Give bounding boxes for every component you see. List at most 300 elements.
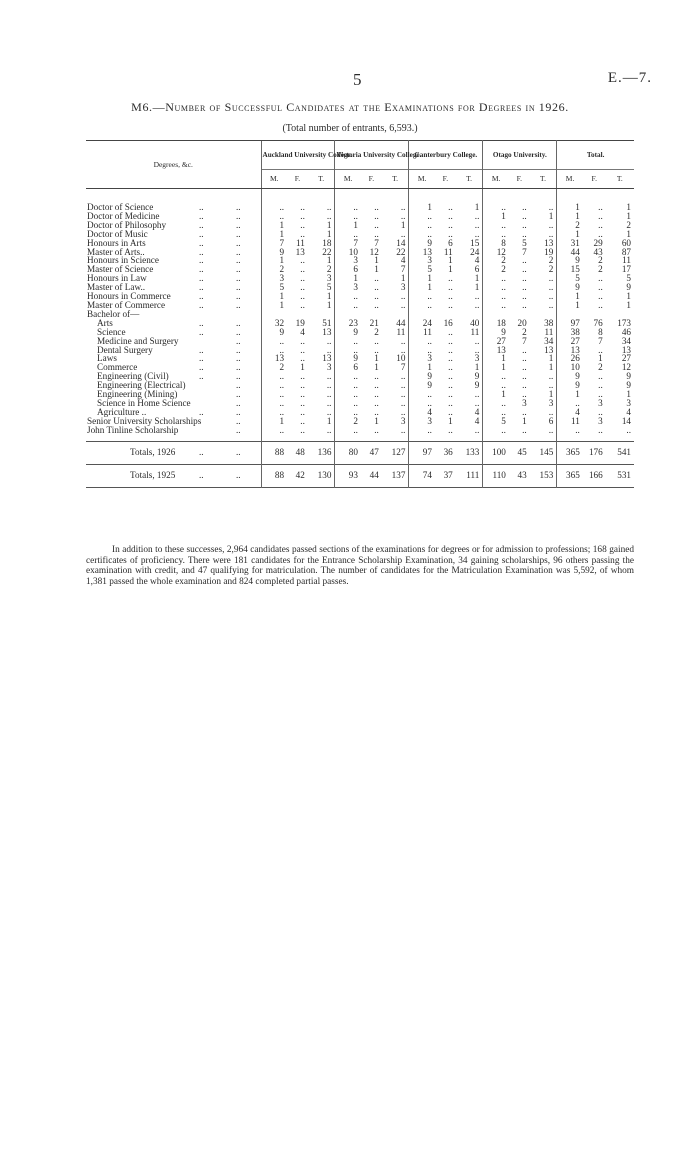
table-cell: .. xyxy=(448,371,453,382)
table-cell: 17 xyxy=(621,264,631,275)
table-cell: 27 xyxy=(557,337,583,346)
table-cell: .. xyxy=(548,380,554,391)
table-cell: .. xyxy=(261,372,287,381)
totals-row xyxy=(86,465,634,488)
leader-dots: .. xyxy=(199,237,204,248)
candidates-table xyxy=(86,140,634,488)
table-cell: 22 xyxy=(396,246,406,257)
leader-dots: .. xyxy=(199,264,204,275)
table-cell: .. xyxy=(409,230,435,239)
row-label-text: Honours in Law xyxy=(87,273,147,284)
table-cell: 44 xyxy=(557,248,583,257)
table-cell: .. xyxy=(448,397,453,408)
table-cell: .. xyxy=(598,291,603,302)
table-cell: .. xyxy=(548,424,554,435)
table-cell: .. xyxy=(448,380,453,391)
table-cell: .. xyxy=(474,389,480,400)
table-cell: .. xyxy=(261,203,287,212)
document-reference: E.—7. xyxy=(607,70,652,86)
leader-dots: .. xyxy=(236,210,241,221)
table-cell: .. xyxy=(326,424,332,435)
table-cell: 1 xyxy=(557,203,583,212)
table-cell: .. xyxy=(374,202,379,212)
table-cell: 11 xyxy=(544,326,554,337)
table-cell: .. xyxy=(483,221,509,230)
table-cell: 46 xyxy=(621,326,631,337)
table-cell: 145 xyxy=(539,447,554,458)
table-cell: .. xyxy=(448,424,453,435)
table-cell: 136 xyxy=(317,447,332,458)
table-cell: .. xyxy=(474,210,480,221)
table-cell: 24 xyxy=(409,319,435,328)
row-label-text: Engineering (Mining) xyxy=(97,389,178,400)
table-cell: .. xyxy=(261,337,287,346)
table-cell: 4 xyxy=(474,415,480,426)
table-cell: .. xyxy=(522,264,527,275)
table-cell: .. xyxy=(300,255,305,266)
table-cell: 9 xyxy=(626,371,631,382)
table-cell: 14 xyxy=(396,237,406,248)
table-cell: 1 xyxy=(474,202,480,212)
table-cell: 1 xyxy=(326,415,332,426)
table-cell: 1 xyxy=(448,255,453,266)
table-cell: .. xyxy=(326,210,332,221)
table-cell: 13 xyxy=(261,354,287,363)
table-cell: 44 xyxy=(396,317,406,328)
table-cell: .. xyxy=(300,344,305,355)
row-label-text: Science in Home Science xyxy=(97,397,191,408)
table-cell: .. xyxy=(300,291,305,302)
leader-dots: .. xyxy=(236,326,241,337)
table-cell: .. xyxy=(300,210,305,221)
table-cell: .. xyxy=(448,335,453,346)
table-cell: 11 xyxy=(443,246,453,257)
table-cell: 1 xyxy=(483,363,509,372)
table-cell: 34 xyxy=(621,335,631,346)
table-cell: 1 xyxy=(548,362,554,373)
table-cell: 9 xyxy=(557,283,583,292)
table-cell: 6 xyxy=(335,265,361,274)
table-cell: 153 xyxy=(539,470,554,481)
table-cell: 3 xyxy=(326,362,332,373)
column-subheader: F. xyxy=(287,170,308,189)
row-label-text: Master of Commerce xyxy=(87,299,166,310)
column-subheader: T. xyxy=(456,170,483,189)
table-cell: .. xyxy=(374,219,379,230)
table-cell: 1 xyxy=(400,273,406,284)
table-cell: 2 xyxy=(483,256,509,265)
table-cell: 16 xyxy=(443,317,453,328)
table-cell: .. xyxy=(335,381,361,390)
leader-dots: .. xyxy=(236,470,241,481)
table-cell: 3 xyxy=(522,397,527,408)
table-cell: 47 xyxy=(369,447,379,458)
table-cell: .. xyxy=(522,228,527,239)
table-subtitle: (Total number of entrants, 6,593.) xyxy=(282,123,418,134)
leader-dots: .. xyxy=(236,317,241,328)
table-cell: 1 xyxy=(483,354,509,363)
table-cell: .. xyxy=(522,202,527,212)
table-cell: .. xyxy=(522,389,527,400)
table-cell: 1 xyxy=(557,230,583,239)
table-cell: 1 xyxy=(374,255,379,266)
table-cell: 9 xyxy=(557,372,583,381)
table-cell: 166 xyxy=(588,470,603,481)
table-cell: 2 xyxy=(598,255,603,266)
table-cell: 531 xyxy=(617,470,631,481)
table-cell: 2 xyxy=(598,264,603,275)
table-cell: .. xyxy=(400,389,406,400)
table-cell: 60 xyxy=(621,237,631,248)
table-cell: .. xyxy=(448,202,453,212)
table-cell: .. xyxy=(598,228,603,239)
table-cell: .. xyxy=(483,283,509,292)
table-cell: 111 xyxy=(466,470,480,481)
institution-header: Victoria University College. xyxy=(335,141,409,170)
table-cell: .. xyxy=(448,228,453,239)
table-cell: .. xyxy=(483,230,509,239)
table-cell: 10 xyxy=(557,363,583,372)
table-cell: .. xyxy=(400,202,406,212)
institution-header: Total. xyxy=(557,141,634,170)
table-cell: 5 xyxy=(483,417,509,426)
table-cell: 1 xyxy=(483,212,509,221)
table-cell: 14 xyxy=(621,415,631,426)
table-cell: 127 xyxy=(391,447,406,458)
table-cell: .. xyxy=(300,335,305,346)
table-cell: .. xyxy=(448,344,453,355)
row-label-text: Doctor of Medicine xyxy=(87,210,160,221)
table-cell: .. xyxy=(598,219,603,230)
table-cell: .. xyxy=(448,326,453,337)
table-cell: 11 xyxy=(396,326,406,337)
table-cell: .. xyxy=(409,399,435,408)
table-cell: .. xyxy=(374,380,379,391)
table-cell: .. xyxy=(598,282,603,293)
table-cell: .. xyxy=(409,337,435,346)
table-cell: .. xyxy=(374,371,379,382)
table-cell: .. xyxy=(448,291,453,302)
table-cell: .. xyxy=(374,406,379,417)
table-cell: .. xyxy=(400,344,406,355)
table-cell: 11 xyxy=(409,328,435,337)
table-cell: 1 xyxy=(261,221,287,230)
table-cell: 23 xyxy=(335,319,361,328)
table-cell: .. xyxy=(300,299,305,310)
table-cell: 6 xyxy=(335,363,361,372)
table-cell: .. xyxy=(374,335,379,346)
leader-dots: .. xyxy=(236,291,241,302)
table-cell: 2 xyxy=(548,264,554,275)
table-cell: 2 xyxy=(374,326,379,337)
table-cell: 1 xyxy=(598,353,603,364)
institution-header: Otago University. xyxy=(483,141,557,170)
table-cell: 13 xyxy=(483,346,509,355)
table-cell: 365 xyxy=(557,442,583,465)
table-cell: .. xyxy=(335,230,361,239)
table-cell: .. xyxy=(335,390,361,399)
table-cell: 1 xyxy=(335,221,361,230)
table-cell: .. xyxy=(448,353,453,364)
table-cell: 1 xyxy=(626,228,631,239)
table-cell: .. xyxy=(300,264,305,275)
table-cell: .. xyxy=(261,212,287,221)
table-cell: .. xyxy=(326,335,332,346)
table-cell: .. xyxy=(483,408,509,417)
table-cell: .. xyxy=(374,397,379,408)
table-cell: 1 xyxy=(626,389,631,400)
table-cell: .. xyxy=(448,273,453,284)
table-cell: 4 xyxy=(474,255,480,266)
table-cell: 74 xyxy=(409,465,435,488)
leader-dots: .. xyxy=(199,406,204,417)
table-cell: .. xyxy=(474,219,480,230)
table-cell: 1 xyxy=(300,362,305,373)
table-cell: 7 xyxy=(335,239,361,248)
table-cell: .. xyxy=(261,381,287,390)
table-cell: .. xyxy=(522,282,527,293)
category-header: Degrees, &c. xyxy=(86,141,261,189)
table-cell: .. xyxy=(483,203,509,212)
table-cell: 9 xyxy=(557,256,583,265)
table-cell: .. xyxy=(261,399,287,408)
table-cell: 5 xyxy=(626,273,631,284)
table-cell: 1 xyxy=(557,390,583,399)
table-cell: 11 xyxy=(622,255,631,266)
table-cell: 18 xyxy=(483,319,509,328)
table-cell: 5 xyxy=(326,282,332,293)
table-cell: .. xyxy=(400,291,406,302)
table-cell: 1 xyxy=(261,256,287,265)
table-cell: .. xyxy=(261,346,287,355)
table-cell: 3 xyxy=(409,354,435,363)
table-cell: 3 xyxy=(409,256,435,265)
table-cell: 1 xyxy=(474,362,480,373)
table-cell: 36 xyxy=(443,447,453,458)
table-cell: 1 xyxy=(261,417,287,426)
row-label-text: Doctor of Science xyxy=(87,202,154,212)
table-cell: 176 xyxy=(588,447,603,458)
table-cell: .. xyxy=(448,282,453,293)
table-cell: 1 xyxy=(626,210,631,221)
row-label-text: Master of Science xyxy=(87,264,154,275)
table-cell: .. xyxy=(300,228,305,239)
table-cell: .. xyxy=(400,228,406,239)
table-cell: 4 xyxy=(409,408,435,417)
table-cell: 8 xyxy=(598,326,603,337)
leader-dots: .. xyxy=(199,219,204,230)
table-cell: .. xyxy=(300,353,305,364)
table-cell: 80 xyxy=(335,442,361,465)
table-cell: 10 xyxy=(335,248,361,257)
table-cell: .. xyxy=(522,362,527,373)
table-cell: .. xyxy=(335,408,361,417)
table-cell: 2 xyxy=(335,417,361,426)
table-cell: .. xyxy=(448,389,453,400)
table-cell: .. xyxy=(300,202,305,212)
table-cell: 365 xyxy=(557,465,583,488)
leader-dots: .. xyxy=(236,255,241,266)
leader-dots: .. xyxy=(199,447,204,458)
leader-dots: .. xyxy=(199,228,204,239)
table-cell: 1 xyxy=(448,415,453,426)
leader-dots: .. xyxy=(236,353,241,364)
row-label-text: Totals, 1926 xyxy=(130,447,176,458)
leader-dots: .. xyxy=(236,246,241,257)
table-cell: .. xyxy=(300,397,305,408)
table-cell: 13 xyxy=(409,248,435,257)
table-row xyxy=(86,301,634,310)
table-cell: .. xyxy=(300,389,305,400)
table-cell: 43 xyxy=(593,246,603,257)
table-cell: .. xyxy=(522,291,527,302)
leader-dots: .. xyxy=(199,353,204,364)
row-label-text: Arts xyxy=(97,317,113,328)
table-cell: .. xyxy=(335,346,361,355)
table-cell: 7 xyxy=(261,239,287,248)
table-cell: 3 xyxy=(400,415,406,426)
table-cell: .. xyxy=(335,399,361,408)
table-cell: 2 xyxy=(557,221,583,230)
table-cell: .. xyxy=(326,202,332,212)
table-cell: .. xyxy=(335,292,361,301)
institution-header: Auckland University College. xyxy=(261,141,335,170)
table-cell: 9 xyxy=(261,328,287,337)
table-cell: 18 xyxy=(322,237,332,248)
table-cell: .. xyxy=(374,210,379,221)
table-cell: 1 xyxy=(409,203,435,212)
table-cell: 32 xyxy=(261,319,287,328)
table-cell: .. xyxy=(335,426,361,435)
table-cell: .. xyxy=(483,301,509,310)
table-cell: 9 xyxy=(474,371,480,382)
table-cell: 4 xyxy=(626,406,631,417)
row-label-text: Agriculture .. xyxy=(97,406,147,417)
table-cell: .. xyxy=(326,389,332,400)
table-cell: 1 xyxy=(374,264,379,275)
table-cell: .. xyxy=(548,371,554,382)
table-cell: 97 xyxy=(409,442,435,465)
table-cell: .. xyxy=(400,424,406,435)
page-number: 5 xyxy=(353,70,362,89)
table-cell: 88 xyxy=(261,465,287,488)
table-cell: 97 xyxy=(557,319,583,328)
table-cell: 1 xyxy=(548,210,554,221)
leader-dots: .. xyxy=(236,219,241,230)
row-label-text: Doctor of Music xyxy=(87,228,148,239)
table-cell: 5 xyxy=(409,265,435,274)
table-cell: .. xyxy=(548,291,554,302)
leader-dots: .. xyxy=(236,380,241,391)
table-cell: .. xyxy=(522,273,527,284)
table-cell: 1 xyxy=(409,363,435,372)
leader-dots: .. xyxy=(199,202,204,212)
table-cell: .. xyxy=(409,346,435,355)
leader-dots: .. xyxy=(199,246,204,257)
table-cell: .. xyxy=(300,273,305,284)
table-cell: .. xyxy=(598,210,603,221)
table-cell: .. xyxy=(548,299,554,310)
leader-dots: .. xyxy=(199,210,204,221)
table-cell: 2 xyxy=(483,265,509,274)
table-cell: .. xyxy=(326,406,332,417)
table-cell: 1 xyxy=(374,415,379,426)
leader-dots: .. xyxy=(199,291,204,302)
table-cell: .. xyxy=(474,228,480,239)
table-cell: 4 xyxy=(400,255,406,266)
table-cell: 11 xyxy=(470,326,480,337)
leader-dots: .. xyxy=(199,344,204,355)
table-cell: .. xyxy=(522,255,527,266)
table-cell: 27 xyxy=(621,353,631,364)
column-subheader: F. xyxy=(509,170,530,189)
table-cell: 1 xyxy=(261,292,287,301)
table-cell: 4 xyxy=(557,408,583,417)
table-cell: .. xyxy=(409,301,435,310)
table-cell: 10 xyxy=(396,353,406,364)
table-cell: 15 xyxy=(557,265,583,274)
table-cell: .. xyxy=(261,408,287,417)
table-cell: .. xyxy=(548,282,554,293)
table-cell: .. xyxy=(474,424,480,435)
table-cell: 2 xyxy=(626,219,631,230)
table-cell: .. xyxy=(448,219,453,230)
table-cell: 9 xyxy=(409,239,435,248)
table-cell: 13 xyxy=(322,353,332,364)
table-cell: 34 xyxy=(544,335,554,346)
table-cell: 1 xyxy=(409,274,435,283)
table-cell: .. xyxy=(548,406,554,417)
table-cell: 6 xyxy=(474,264,480,275)
table-cell: .. xyxy=(522,353,527,364)
leader-dots: .. xyxy=(236,228,241,239)
table-cell: 2 xyxy=(522,326,527,337)
table-cell: 3 xyxy=(400,282,406,293)
table-cell: 100 xyxy=(483,442,509,465)
row-label-text: John Tinline Scholarship xyxy=(87,424,179,435)
row-label-text: Dental Surgery xyxy=(97,344,153,355)
table-cell: .. xyxy=(483,372,509,381)
table-cell: 9 xyxy=(261,248,287,257)
table-cell: .. xyxy=(326,380,332,391)
leader-dots: .. xyxy=(199,326,204,337)
table-cell: 21 xyxy=(369,317,379,328)
table-cell: 3 xyxy=(261,274,287,283)
table-cell: 11 xyxy=(296,237,305,248)
table-cell: .. xyxy=(448,299,453,310)
table-cell: .. xyxy=(326,344,332,355)
table-cell: 8 xyxy=(483,239,509,248)
table-cell: 1 xyxy=(483,390,509,399)
table-cell: .. xyxy=(400,210,406,221)
table-cell: .. xyxy=(522,380,527,391)
row-label-text: Engineering (Electrical) xyxy=(97,380,186,391)
row-label-text: Commerce xyxy=(97,362,138,373)
table-cell: .. xyxy=(522,299,527,310)
table-cell: 22 xyxy=(322,246,332,257)
column-subheader: M. xyxy=(483,170,509,189)
table-cell: 1 xyxy=(261,301,287,310)
table-cell: .. xyxy=(335,301,361,310)
row-label-text: Master of Arts.. xyxy=(87,246,145,257)
row-label-text: Medicine and Surgery xyxy=(97,335,179,346)
table-cell: .. xyxy=(522,344,527,355)
row-label xyxy=(86,426,261,435)
table-cell: 19 xyxy=(544,246,554,257)
table-cell: .. xyxy=(400,371,406,382)
table-cell: 1 xyxy=(374,353,379,364)
table-cell: .. xyxy=(522,210,527,221)
